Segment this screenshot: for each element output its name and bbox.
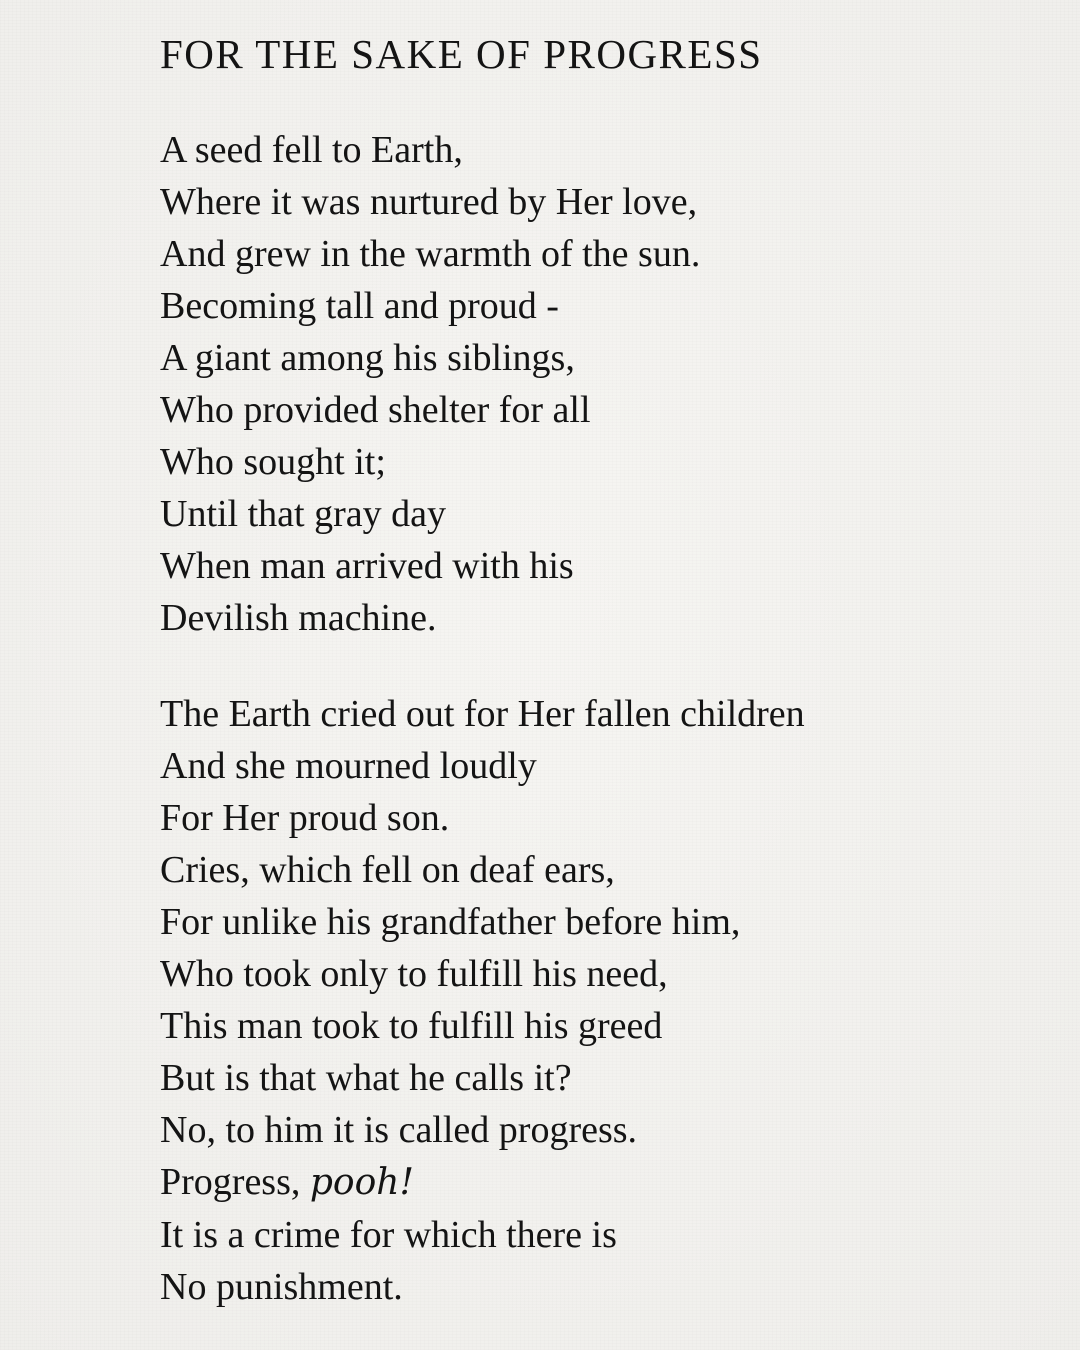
poem-line: Becoming tall and proud - [160,285,559,327]
poem-line: Who sought it; [160,441,386,483]
poem-line: And she mourned loudly [160,745,537,787]
poem-line: The Earth cried out for Her fallen children [160,693,805,735]
emphasis-word: pooh! [309,1162,414,1203]
poem-line: For unlike his grandfather before him, [160,901,741,943]
poem-line: It is a crime for which there is [160,1214,617,1256]
poem-line-text: Progress, [160,1161,301,1203]
poem-page [160,28,1040,1313]
poem-line: Who took only to fulfill his need, [160,953,668,995]
poem-line: Devilish machine. [160,597,437,639]
poem-line: A seed fell to Earth, [160,129,463,171]
poem-line: For Her proud son. [160,797,450,839]
poem-line: A giant among his siblings, [160,337,575,379]
stanza-1 [160,124,1040,644]
poem-line-with-emphasis [160,1156,1040,1209]
poem-line: This man took to fulfill his greed [160,1005,663,1047]
poem-line: Cries, which fell on deaf ears, [160,849,615,891]
poem-line: Until that gray day [160,493,446,535]
poem-line: Who provided shelter for all [160,389,591,431]
poem-line: No punishment. [160,1266,403,1308]
poem-line: Where it was nurtured by Her love, [160,181,698,223]
poem-line: When man arrived with his [160,545,574,587]
poem-line: No, to him it is called progress. [160,1109,638,1151]
stanza-2 [160,688,1040,1313]
poem-line: And grew in the warmth of the sun. [160,233,701,275]
poem-title: FOR THE SAKE OF PROGRESS [160,31,763,77]
poem-line: But is that what he calls it? [160,1057,572,1099]
